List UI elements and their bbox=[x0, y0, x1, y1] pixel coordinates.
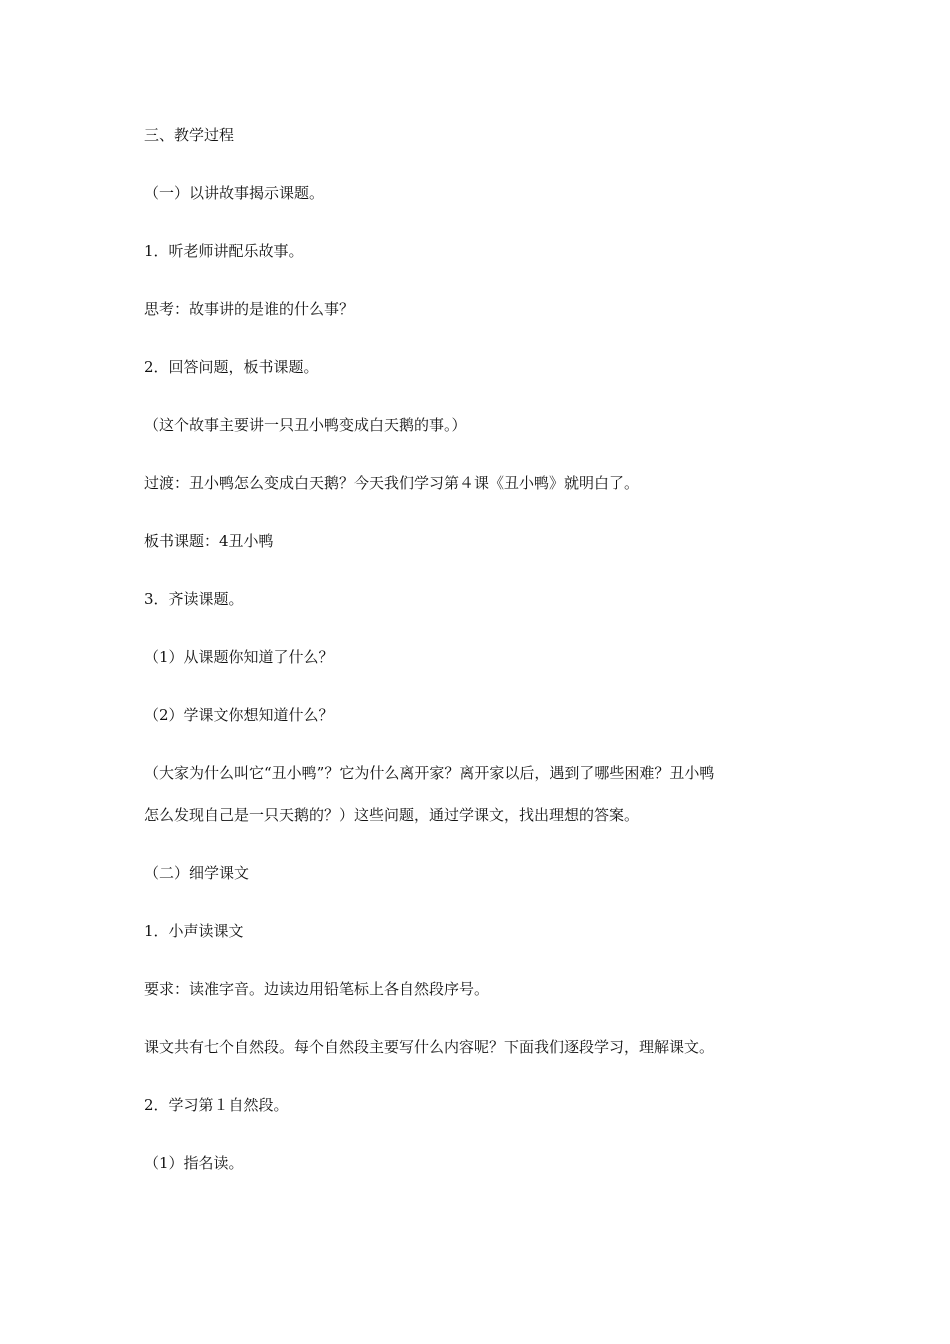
step-item: 2．学习第１自然段。 bbox=[144, 1096, 289, 1114]
subsection-heading: （一）以讲故事揭示课题。 bbox=[144, 184, 325, 202]
paragraph: （2）学课文你想知道什么？ bbox=[144, 706, 334, 724]
paragraph: （大家为什么叫它“丑小鸭”？它为什么离开家？离开家以后，遇到了哪些困难？丑小鸭 bbox=[144, 764, 715, 782]
paragraph: 思考：故事讲的是谁的什么事？ bbox=[144, 300, 355, 318]
document-body bbox=[144, 124, 804, 1210]
paragraph: （1）从课题你知道了什么？ bbox=[144, 648, 334, 666]
subsection-heading: （二）细学课文 bbox=[144, 864, 250, 882]
paragraph: 板书课题：4丑小鸭 bbox=[144, 532, 274, 550]
step-item: 1．小声读课文 bbox=[144, 922, 244, 940]
paragraph: （这个故事主要讲一只丑小鸭变成白天鹅的事。） bbox=[144, 416, 467, 434]
paragraph: （1）指名读。 bbox=[144, 1154, 244, 1172]
paragraph: 要求：读准字音。边读边用铅笔标上各自然段序号。 bbox=[144, 980, 490, 998]
step-item: 1．听老师讲配乐故事。 bbox=[144, 242, 304, 260]
paragraph: 课文共有七个自然段。每个自然段主要写什么内容呢？下面我们逐段学习，理解课文。 bbox=[144, 1038, 715, 1056]
paragraph: 怎么发现自己是一只天鹅的？）这些问题，通过学课文，找出理想的答案。 bbox=[144, 806, 640, 824]
paragraph: 过渡：丑小鸭怎么变成白天鹅？今天我们学习第４课《丑小鸭》就明白了。 bbox=[144, 474, 640, 492]
step-item: 3．齐读课题。 bbox=[144, 590, 244, 608]
step-item: 2．回答问题，板书课题。 bbox=[144, 358, 319, 376]
section-heading: 三、教学过程 bbox=[144, 126, 235, 144]
